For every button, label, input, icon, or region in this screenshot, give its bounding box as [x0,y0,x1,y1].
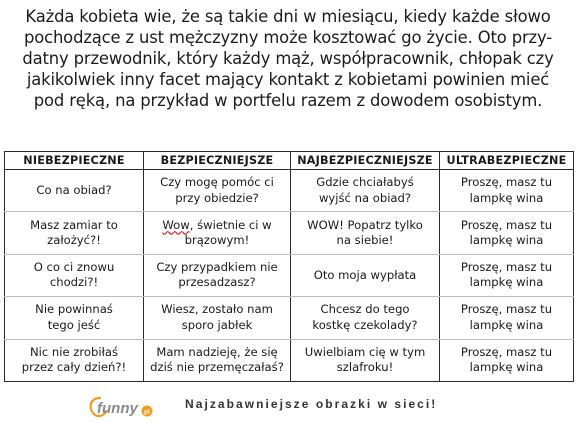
intro-text [0,6,576,111]
cell-niebezpieczne [5,339,144,381]
table-row [5,212,574,254]
cell-line: brązowym! [184,233,250,248]
cell-line: Mam nadzieję, że się [156,344,278,359]
cell-line: lampkę wina [469,275,544,290]
cell-line: lampkę wina [469,360,544,375]
cell-najbezpieczniejsze [291,297,440,339]
table-row [5,254,574,296]
cell-line: przez cały dzień?! [21,360,127,375]
cell-line: Proszę, masz tu [460,217,553,232]
cell-ultrabezpieczne [440,297,574,339]
cell-niebezpieczne [5,254,144,296]
cell-line: Masz zamiar to [30,217,118,232]
cell-line: Proszę, masz tu [460,344,553,359]
logo-text: funny [97,400,138,417]
header-bezpieczniejsze: BEZPIECZNIEJSZE [144,152,291,170]
cell-line: Co na obiad? [36,182,112,197]
cell-line: założyć?! [47,233,101,248]
cell-line: O co ci znowu [33,259,115,274]
cell-line: lampkę wina [469,233,544,248]
cell-bezpieczniejsze [144,170,291,212]
cell-bezpieczniejsze [144,339,291,381]
cell-line: sporo jabłek [181,317,253,332]
cell-line: tego jeść [47,317,101,332]
cell-niebezpieczne [5,297,144,339]
cell-line: Chcesz do tego [320,302,410,317]
header-najbezpieczniejsze: NAJBEZPIECZNIEJSZE [291,152,440,170]
intro-line: jakikolwiek inny facet mający kontakt z kobietami powinien mieć [26,70,550,89]
header-ultrabezpieczne: ULTRABEZPIECZNE [440,152,574,170]
cell-ultrabezpieczne [440,212,574,254]
intro-line: Każda kobieta wie, że są takie dni w miesiącu, kiedy każde słowo [25,7,551,26]
cell-line: Nic nie zrobiłaś [29,344,119,359]
cell-line: Czy mogę pomóc ci [160,175,274,190]
cell-bezpieczniejsze [144,254,291,296]
intro-line: datny przewodnik, który każdy mąż, współpracownik, chłopak czy [22,49,554,68]
spellcheck-underline: Wow [162,217,190,232]
cell-bezpieczniejsze [144,297,291,339]
cell-line: szlafroku! [336,360,394,375]
intro-line: pochodzące z ust mężczyzny może kosztować go życie. Oto przy- [23,28,553,47]
table-header-row [5,152,574,170]
cell-line: Proszę, masz tu [460,259,553,274]
cell-niebezpieczne [5,212,144,254]
cell-line: Proszę, masz tu [460,302,553,317]
cell-ultrabezpieczne [440,339,574,381]
cell-line: przy obiedzie? [175,190,259,205]
funny-logo-icon [86,394,166,420]
cell-line: Czy przypadkiem nie [156,259,278,274]
logo-suffix: pl [144,408,150,416]
cell-line: Oto moja wypłata [313,267,417,282]
phrase-table [4,151,574,382]
cell-line: dziś nie przemęczałaś? [150,360,284,375]
cell-line: Wiesz, zostało nam [161,302,273,317]
cell-bezpieczniejsze [144,212,291,254]
cell-line: Gdzie chciałabyś [316,175,414,190]
table-row [5,297,574,339]
cell-line: lampkę wina [469,190,544,205]
intro-line: pod ręką, na przykład w portfelu razem z dowodem osobistym. [33,91,543,110]
cell-line: przesadzasz? [178,275,256,290]
cell-line: Uwielbiam cię w tym [304,344,426,359]
cell-line: kostkę czekolady? [312,317,418,332]
cell-line: Proszę, masz tu [460,175,553,190]
cell-line: WOW! Popatrz tylko [307,217,423,232]
cell-line: chodzi?! [49,275,99,290]
table-row [5,339,574,381]
cell-ultrabezpieczne [440,254,574,296]
footer [0,388,576,423]
cell-najbezpieczniejsze [291,212,440,254]
cell-ultrabezpieczne [440,170,574,212]
cell-najbezpieczniejsze [291,170,440,212]
header-niebezpieczne: NIEBEZPIECZNE [5,152,144,170]
tagline: Najzabawniejsze obrazki w sieci! [185,397,438,411]
cell-najbezpieczniejsze [291,254,440,296]
cell-line: wyjść na obiad? [318,190,412,205]
cell-niebezpieczne [5,170,144,212]
cell-line: Nie powinnaś [35,302,113,317]
cell-najbezpieczniejsze [291,339,440,381]
table-row [5,170,574,212]
cell-line: na siebie! [336,233,394,248]
cell-line: Wow, świetnie ci w [162,217,272,232]
cell-line: lampkę wina [469,317,544,332]
funny-logo [86,394,166,420]
